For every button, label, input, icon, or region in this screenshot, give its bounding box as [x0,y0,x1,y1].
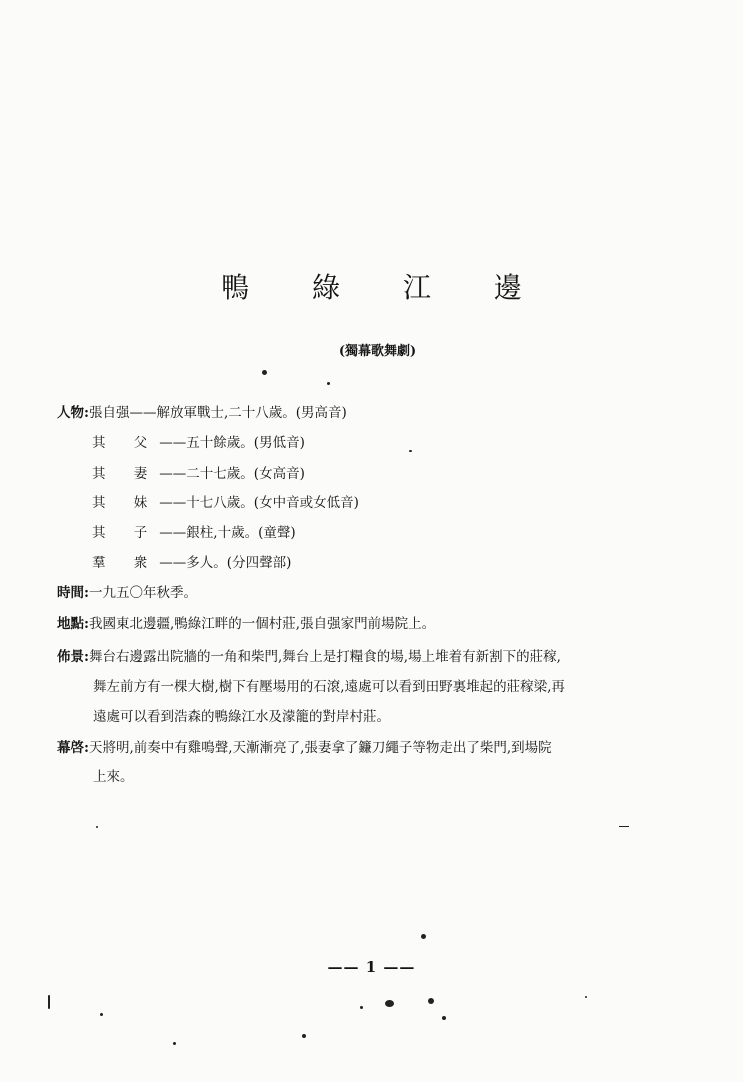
scan-speck [327,382,330,385]
scan-speck [619,826,629,827]
scan-speck [173,1042,176,1045]
scene-row [57,648,561,666]
scan-speck [360,1006,363,1009]
characters-first-row [57,404,347,422]
characters-label: 人物: [57,405,89,421]
scan-speck [409,450,412,452]
scan-speck [262,370,267,375]
place-row [57,615,435,633]
character-name: 張自强 [88,405,130,421]
character-desc: ——五十餘歲。(男低音) [159,435,305,451]
scan-speck [421,934,426,939]
scan-speck [385,1000,394,1007]
scene-line-3: 遠處可以看到浩森的鴨綠江水及濛籠的對岸村莊。 [93,709,390,725]
character-row [92,524,296,542]
time-text: 一九五〇年秋季。 [88,585,197,601]
scene-label: 佈景: [57,649,89,665]
character-row [92,434,305,452]
scan-speck [100,1013,103,1016]
character-desc: ——銀柱,十歲。(童聲) [159,525,296,541]
page-number: —— 1 —— [327,958,416,976]
play-subtitle: (獨幕歌舞劇) [338,344,417,359]
character-name: 其 子 [92,525,160,541]
time-row [57,584,197,602]
time-label: 時間: [57,585,89,601]
scan-speck [96,826,98,828]
character-row [92,554,291,572]
character-desc: ——十七八歲。(女中音或女低音) [159,495,359,511]
character-desc: ——解放軍戰士,二十八歲。(男高音) [129,405,347,421]
scan-speck [585,996,587,998]
character-row [92,465,305,483]
character-name: 其 妹 [92,495,160,511]
character-desc: ——多人。(分四聲部) [159,555,292,571]
character-name: 其 父 [92,435,160,451]
curtain-row [57,739,552,757]
curtain-label: 幕啓: [57,740,89,756]
scan-speck [48,995,50,1009]
place-text: 我國東北邊疆,鴨綠江畔的一個村莊,張自强家門前場院上。 [88,616,436,632]
place-label: 地點: [57,616,89,632]
play-title: 鴨 綠 江 邊 [221,271,549,304]
character-desc: ——二十七歲。(女高音) [159,466,305,482]
curtain-line-2: 上來。 [93,769,134,785]
scan-speck [428,998,434,1004]
scene-line-2: 舞左前方有一棵大樹,樹下有壓場用的石滾,遠處可以看到田野裏堆起的莊稼梁,再 [93,679,565,695]
character-row [92,494,359,512]
scan-speck [302,1034,306,1038]
character-name: 其 妻 [92,466,160,482]
scene-line-1: 舞台右邊露出院牆的一角和柴門,舞台上是打糧食的場,場上堆着有新割下的莊稼, [88,649,561,665]
curtain-line-1: 天將明,前奏中有雞鳴聲,天漸漸亮了,張妻拿了鐮刀繩子等物走出了柴門,到場院 [88,740,552,756]
scan-speck [442,1016,446,1020]
character-name: 羣 衆 [92,555,160,571]
